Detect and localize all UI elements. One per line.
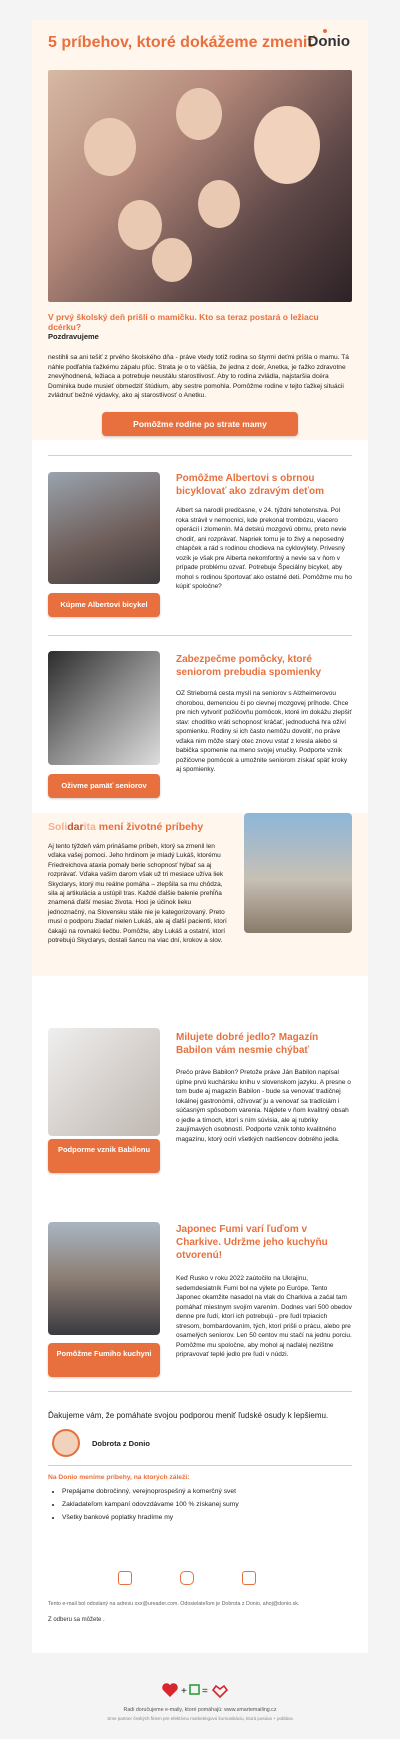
smartemailing-logo[interactable] [160, 1680, 240, 1700]
footer [32, 1393, 368, 1653]
signature: Dobrota z Donio [92, 1439, 150, 1448]
story-text: Prečo práve Babilon? Pretože práve Ján Babilon napísal úplne prvú kuchársku knihu v slovenskom jazyku. A presne o tom bude aj magazín Babilon - bude sa venovať tradičnej lokálnej gastronómii, oživovať ju a venovať sa tradíciám i súčasným spôsobom varenia. Nájdete v ňom kvalitný obsah o jedle a tímoch, ktorí s ním súvisia, ale aj rubriky zaujímavých osobností. Podporte vznik tohto kvalitného magazínu, ktorý ocíri všetkých nadšencov dobrého jedla. [176, 1069, 351, 1143]
story-body: nestihli sa ani tešiť z prvého školského dňa - práve vtedy totiž rodina so štyrmi deťmi prišla o mamu. Tá náhle podľahla ťažkému zápalu pľúc. Strata je o to väčšia, že jedna z dcér, Anetka, je ťažko zdravotne znevýhodnená, ležiaca a potrebuje neustálu starostlivosť. Aby to rodina zvládla, najstaršia dcéra Dominika bude musieť obmedziť štúdium, aby sestre pomohla. Pomôžme rodine v tejto ťažkej situácii zvládnuť bežné výdavky, ako aj starostlivosť o Anetku. [48, 354, 349, 400]
help-family-button[interactable]: Pomôžme rodine po strate mamy [102, 412, 298, 436]
header-card [32, 20, 368, 440]
story-text: Keď Rusko v roku 2022 zaútočilo na Ukrajinu, sedemdesiatník Fumi bol na výlete po Európe. Tento Japonec okamžite nasadol na vlak do Charkiva a začal tam pomáhať miestnym svojím varením. Dodnes varí 500 obedov denne pre ľudí, ktorí ich potrebujú - pre ľudí trpiacich stresom, bombardovaním, tých, ktorí prišli o prácu, alebo pre osamelých seniorov. Len 50 centov mu stačí na jednu porciu. Pomôžme mu spoločne, aby mohol aj naďalej nezištne pripravovať teplé jedlo pre ľudí v núdzi. [176, 1275, 352, 1358]
story-babilon [32, 1028, 368, 1213]
story-title: Zabezpečme pomôcky, ktoré seniorom prebudia spomienky [176, 654, 322, 678]
fumi-photo[interactable] [48, 1222, 160, 1335]
benefits-list [48, 1485, 239, 1524]
revive-memory-button[interactable]: Oživme pamäť seniorov [48, 774, 160, 798]
divider [48, 1465, 352, 1466]
logo-dot-icon [323, 29, 327, 33]
divider [48, 455, 352, 456]
story-text: OZ Strieborná cesta myslí na seniorov s Alzheimerovou chorobou, demenciou či po cievnej mozgovej príhode. Chce pre nich vytvoriť požičovňu pomôcok, ktoré im dokážu zlepšiť stav: chodítko vráti schopnosť kráčať, jednoduchá hra oživí spomienku. Rodiny si ich často nemôžu dovoliť, no práve vďaka nim môže starý otec znovu vstať z kresla alebo si babička spomenie na meno svojej vnučky. Podporte vznik požičovne pomôcok a umožnite seniorom získať späť kroky aj spomienky. [176, 690, 352, 773]
story-title: Pomôžme Albertovi s obrnou bicyklovať ako zdravým deťom [176, 473, 324, 497]
avatar [52, 1429, 80, 1457]
story-text: Albert sa narodil predčasne, v 24. týždni tehotenstva. Pol roka strávil v nemocnici, kde prekonal trombózu, viacero operácií i zlomenín. Má detskú mozgovú obrnu, preto nevie chodiť, ani rozprávať. Napriek tomu je to živý a neposedný chlapček a rád s rodinou chodieva na cyklovýlety. Privesný vozík je však pre Alberta nekomfortný a nevie sa v ňom v prípade problému ozvať. Potrebuje Špeciálny bicykel, aby mohol s rodinou športovať ako ostatné deti. Pomôžme mu ho kúpiť spoločne? [176, 507, 352, 590]
lukas-photo[interactable] [244, 813, 352, 933]
albert-photo[interactable] [48, 472, 160, 584]
story-fumi [32, 1222, 368, 1392]
buy-bike-button[interactable]: Kúpme Albertovi bicykel [48, 593, 160, 617]
support-babilon-button[interactable]: Podporme vznik Babilonu [48, 1139, 160, 1173]
powered-by: Radi doručujeme e-maily, ktoré pomáhajú: www.smartemailing.cz [123, 1707, 277, 1713]
family-photo[interactable] [48, 70, 352, 302]
newsletter-title: 5 príbehov, ktoré dokážeme zmeniť [48, 34, 315, 51]
magazine-photo[interactable] [48, 1028, 160, 1136]
story-seniors [32, 651, 368, 806]
linkedin-icon[interactable] [242, 1571, 256, 1585]
list-item: • Zakladateľom kampaní odovzdávame 100 % získanej sumy [62, 1498, 239, 1511]
svg-text:=: = [202, 1686, 208, 1697]
greeting: Pozdravujeme [48, 332, 99, 341]
legal-text: Tento e-mail bol odoslaný na adresu xxx@ureader.com. Odosielateľom je Dobrota z Donio, ahoj@donio.sk. [48, 1601, 300, 1607]
divider [48, 1391, 352, 1392]
thanks-text: Ďakujeme vám, že pomáhate svojou podporou meniť ľudské osudy k lepšiemu. [48, 1411, 329, 1420]
help-fumi-button[interactable]: Pomôžme Fumiho kuchyni [48, 1343, 160, 1377]
story-solidarity [32, 813, 368, 976]
powered-by-note: Sme partner českých firiem pre efektívnu marketingovú komunikáciu, ktorá posúva + pobláva [107, 1716, 293, 1721]
donio-logo[interactable]: Donio [308, 33, 351, 50]
svg-text:+: + [181, 1686, 187, 1697]
story-albert [32, 470, 368, 635]
instagram-icon[interactable] [180, 1571, 194, 1585]
solidarity-title: Solidarita mení životné príbehy [48, 821, 204, 833]
facebook-icon[interactable] [118, 1571, 132, 1585]
list-item: • Všetky bankové poplatky hradíme my [62, 1511, 239, 1524]
list-item: • Prepájame dobročinný, verejnoprospešný a komerčný svet [62, 1485, 239, 1498]
unsubscribe-text[interactable]: Z odberu sa môžete . [48, 1617, 105, 1623]
story-text: Aj tento týždeň vám prinášame príbeh, ktorý sa zmenil len vďaka vašej pomoci. Jeho hrdinom je mladý Lukáš, ktorému Friedreichova ataxia pomaly berie schopnosť hýbať sa aj rozprávať. Vďaka vašim darom však už tri mesiace užíva liek Skyclarys, ktorý mu reálne pomáha – zlepšila sa mu chôdza, sila aj artikulácia a ustúpil tras. Každé ďalšie balenie prehĺňa znamená ďalší mesiac života. Hoci je účinok lieku jednoznačný, na Slovensku stále nie je kategorizovaný. Preto musí o podporu žiadať nielen Lukáš, ale aj ďalší pacienti, ktorí čakajú na rovnakú liečbu. Pomôžte, aby Lukáš a ostatní, ktorí potrebujú Skyclarys, dostali šancu na viac dní, krokov a slov. [48, 843, 227, 945]
story-subtitle: V prvý školský deň prišli o mamičku. Kto sa teraz postará o ležiacu dcérku? [48, 312, 319, 332]
list-title: Na Donio meníme príbehy, na ktorých záleží: [48, 1474, 190, 1481]
divider [48, 635, 352, 636]
story-title: Milujete dobré jedlo? Magazín Babilon vám nesmie chýbať [176, 1032, 319, 1056]
memory-aid-photo[interactable] [48, 651, 160, 765]
story-title: Japonec Fumi varí ľuďom v Charkive. Udržme jeho kuchyňu otvorenú! [176, 1224, 328, 1261]
